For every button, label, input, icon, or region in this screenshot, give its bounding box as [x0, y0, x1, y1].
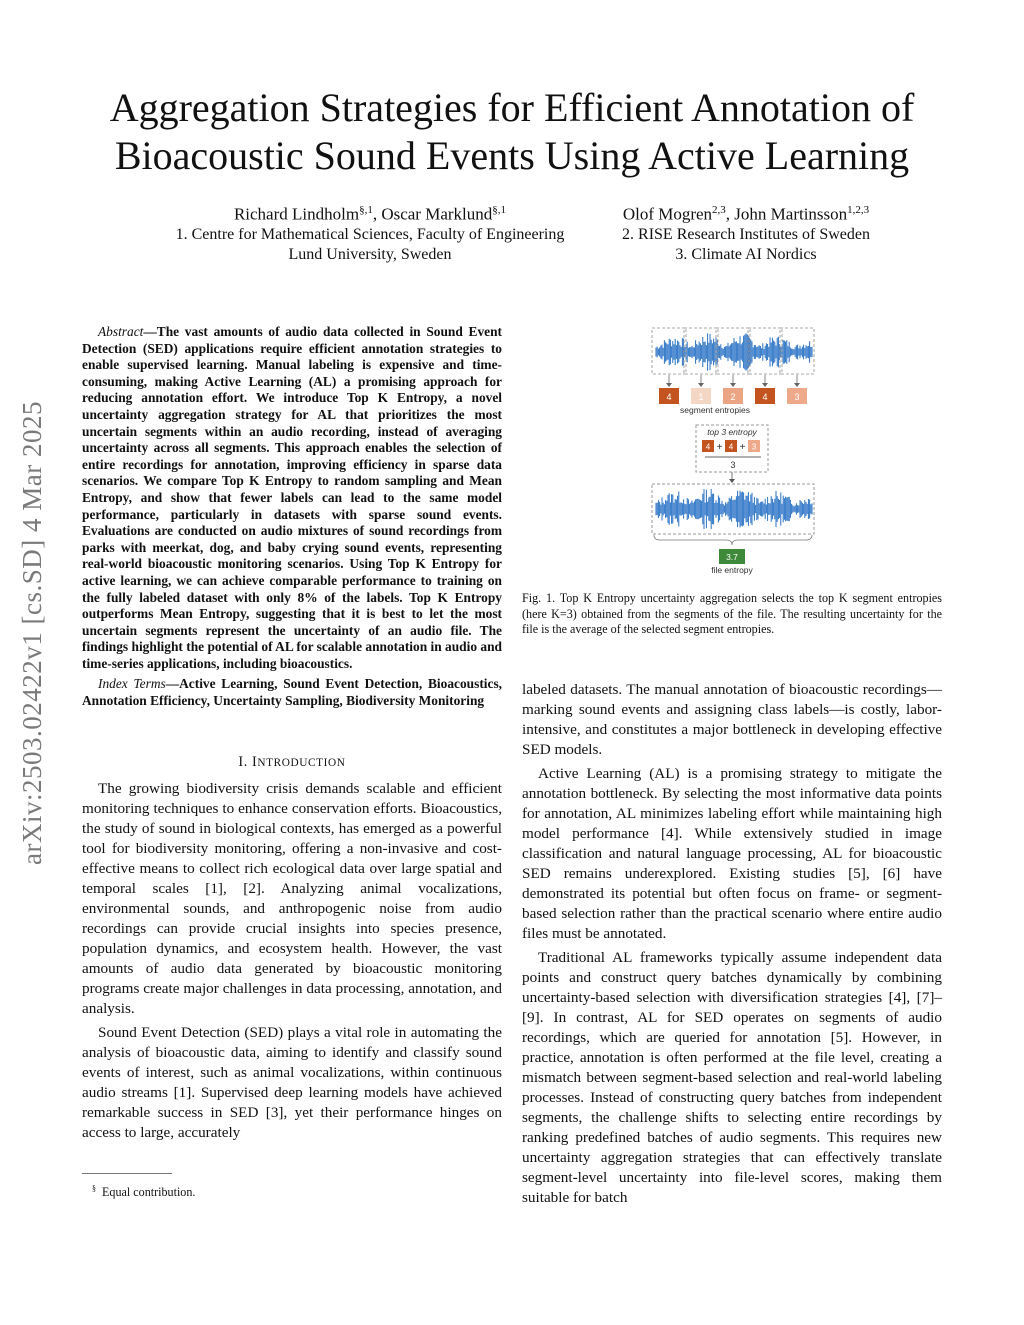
sum-term: 3 [751, 442, 757, 452]
author-name: John Martinsson [734, 204, 848, 224]
file-entropy-value: 3.7 [726, 552, 738, 562]
figure-1 [636, 322, 826, 582]
segment-value: 2 [730, 392, 736, 402]
author-sup: 1,2,3 [847, 204, 870, 216]
plus-sign: + [739, 442, 746, 453]
waveform-bottom [656, 489, 812, 529]
paragraph: Active Learning (AL) is a promising strategy to mitigate the annotation bottleneck. By selecting the most informative data points for annotation, AL minimizes labeling effort while maintaining high model performance [4]. While extensively studied in image classification and natural language processing, AL for bioacoustic SED remains underexplored. Existing studies [5], [6] have demonstrated its potential but often focus on frame- or segment-based selection rather than the practical scenario where entire audio files must be annotated. [522, 765, 942, 942]
author-block-left: Richard Lindholm$^{\S,1}$, Oscar Marklund$^{\S,1}$ 1. Centre for Mathematical Sciences, Faculty of Engineering Lund University, Sweden [120, 200, 620, 265]
sum-term: 4 [728, 442, 734, 452]
plus-sign: + [716, 442, 723, 453]
segment-value: 4 [762, 392, 768, 402]
affiliation: 2. RISE Research Institutes of Sweden [622, 225, 870, 243]
section-first-letter: I [252, 754, 258, 770]
author-sup: §,1 [359, 204, 373, 216]
topk-sum [702, 440, 760, 453]
arrow-head [729, 479, 735, 483]
sum-term: 4 [705, 442, 711, 452]
abstract [82, 324, 502, 710]
divisor: 3 [730, 460, 736, 470]
segment-value: 1 [698, 392, 704, 402]
brace [654, 535, 812, 545]
author-name: Richard Lindholm [233, 204, 360, 224]
segment-frame [684, 328, 718, 374]
author-name: Olof Mogren [622, 204, 713, 224]
abstract-text: —The vast amounts of audio data collected in Sound Event Detection (SED) applications require efficient annotation strategies to enable supervised learning. Manual labeling is expensive and time-consuming, making Active Learning (AL) a promising approach for reducing annotation effort. We introduce Top K Entropy, a novel uncertainty aggregation strategy for AL that prioritizes the most uncertain segments within an audio recording, instead of averaging uncertainty across all segments. This approach enables the selection of entire recordings for annotation, improving efficiency in sparse data scenarios. We compare Top K Entropy to random sampling and Mean Entropy, and show that fewer labels can lead to the same model performance, particularly in datasets with sparse sound events. Evaluations are conducted on audio mixtures of sound recordings from parks with meerkat, dog, and baby crying sound events, representing real-world bioacoustic monitoring scenarios. Using Top K Entropy for active learning, we can achieve comparable performance to training on the fully labeled dataset with only 8% of the labels. Top K Entropy outperforms Mean Entropy, suggesting that it is best to let the most uncertain segments represent the uncertainty of an audio file. The findings highlight the potential of AL for scalable annotation in audio and time-series applications, including bioacoustics. [82, 324, 502, 671]
paper-title [0, 84, 1024, 180]
segment-arrow-head [794, 383, 800, 387]
author-name: Oscar Marklund [381, 204, 493, 224]
author-block-right: Olof Mogren$^{2,3}$, John Martinsson$^{1,2,3}$ 2. RISE Research Institutes of Sweden 3. Climate AI Nordics [560, 200, 932, 265]
waveform-top [656, 333, 812, 370]
segment-value: 4 [666, 392, 672, 402]
abstract-lead: Abstract [98, 324, 144, 339]
footnote-rule [82, 1173, 172, 1174]
footnote-mark: § [92, 1184, 96, 1193]
segment-value: 3 [794, 392, 800, 402]
section-heading [82, 754, 502, 771]
section-number: I. [238, 754, 253, 770]
segment-arrow-head [730, 383, 736, 387]
segment-label: segment entropies [680, 405, 750, 415]
affiliation: Lund University, Sweden [288, 245, 452, 263]
paragraph: The growing biodiversity crisis demands scalable and efficient monitoring techniques to enhance conservation efforts. Bioacoustics, the study of sound in biological contexts, has emerged as a powerful tool for biodiversity monitoring, offering a non-invasive and cost-effective means to collect rich ecological data over large spatial and temporal scales [1], [2]. Analyzing animal vocalizations, environmental sounds, and anthropogenic noise from audio recordings can provide crucial insights into species presence, population dynamics, and ecosystem health. However, the vast amounts of audio data generated by bioacoustic monitoring programs create major challenges in data processing, annotation, and analysis. [82, 780, 502, 1017]
figure-caption [522, 591, 942, 638]
left-body [82, 779, 502, 1143]
segment-entropy-boxes [659, 388, 807, 404]
paragraph: Sound Event Detection (SED) plays a vital role in automating the analysis of bioacoustic data, aiming to identify and classify sound events of interest, such as animal vocalizations, within continuous audio streams [1]. Supervised deep learning models have achieved remarkable success in SED [3], yet their performance hinges on access to large, accurately [82, 1024, 502, 1141]
affiliation: 1. Centre for Mathematical Sciences, Faculty of Engineering [175, 225, 565, 243]
author-sup: 2,3 [712, 204, 726, 216]
waveform-path [656, 489, 812, 529]
title-line-2: Bioacoustic Sound Events Using Active Learning [114, 133, 910, 178]
affiliation: 3. Climate AI Nordics [675, 245, 817, 263]
footnote [92, 1184, 195, 1200]
file-entropy-label: file entropy [711, 565, 753, 575]
segment-arrows [666, 375, 800, 387]
caption-text: Fig. 1. Top K Entropy uncertainty aggregation selects the top K segment entropies (here K=3) obtained from the segments of the file. The resulting uncertainty for the file is the average of the selected segment entropies. [522, 591, 942, 637]
topk-label: top 3 entropy [707, 427, 757, 437]
paragraph: labeled datasets. The manual annotation of bioacoustic recordings—marking sound events and assigning class labels—is costly, labor-intensive, and constitutes a major bottleneck in developing effective SED models. [522, 681, 942, 758]
segment-frame [780, 328, 814, 374]
segment-arrow-head [762, 383, 768, 387]
right-body [522, 680, 942, 1208]
index-terms-text: —Active Learning, Sound Event Detection, Bioacoustics, Annotation Efficiency, Uncertainty Sampling, Biodiversity Monitoring [82, 676, 503, 709]
segment-arrow-head [666, 383, 672, 387]
arxiv-stamp: arXiv:2503.02422v1 [cs.SD] 4 Mar 2025 [17, 401, 47, 865]
paragraph: Traditional AL frameworks typically assume independent data points and construct query batches dynamically by combining uncertainty-based selection with diversification strategies [4], [7]–[9]. In contrast, AL for SED operates on segments of audio recordings, which are queried for annotation [5]. However, in practice, annotation is often performed at the file level, creating a mismatch between segment-based selection and real-world labeling processes. Instead of constructing query batches from independent segments, the challenge shifts to selecting entire recordings by ranking predefined batches of audio segments. This requires new uncertainty aggregation strategies that can effectively translate segment-level uncertainty into file-level scores, making them suitable for batch [522, 949, 942, 1206]
footnote-text: Equal contribution. [102, 1185, 196, 1200]
index-terms-lead: Index Terms [98, 676, 166, 692]
waveform-path [656, 333, 812, 370]
section-rest: NTRODUCTION [257, 757, 346, 769]
title-line-1: Aggregation Strategies for Efficient Annotation of [109, 85, 915, 130]
author-sup: §,1 [492, 204, 507, 216]
segment-arrow-head [698, 383, 704, 387]
